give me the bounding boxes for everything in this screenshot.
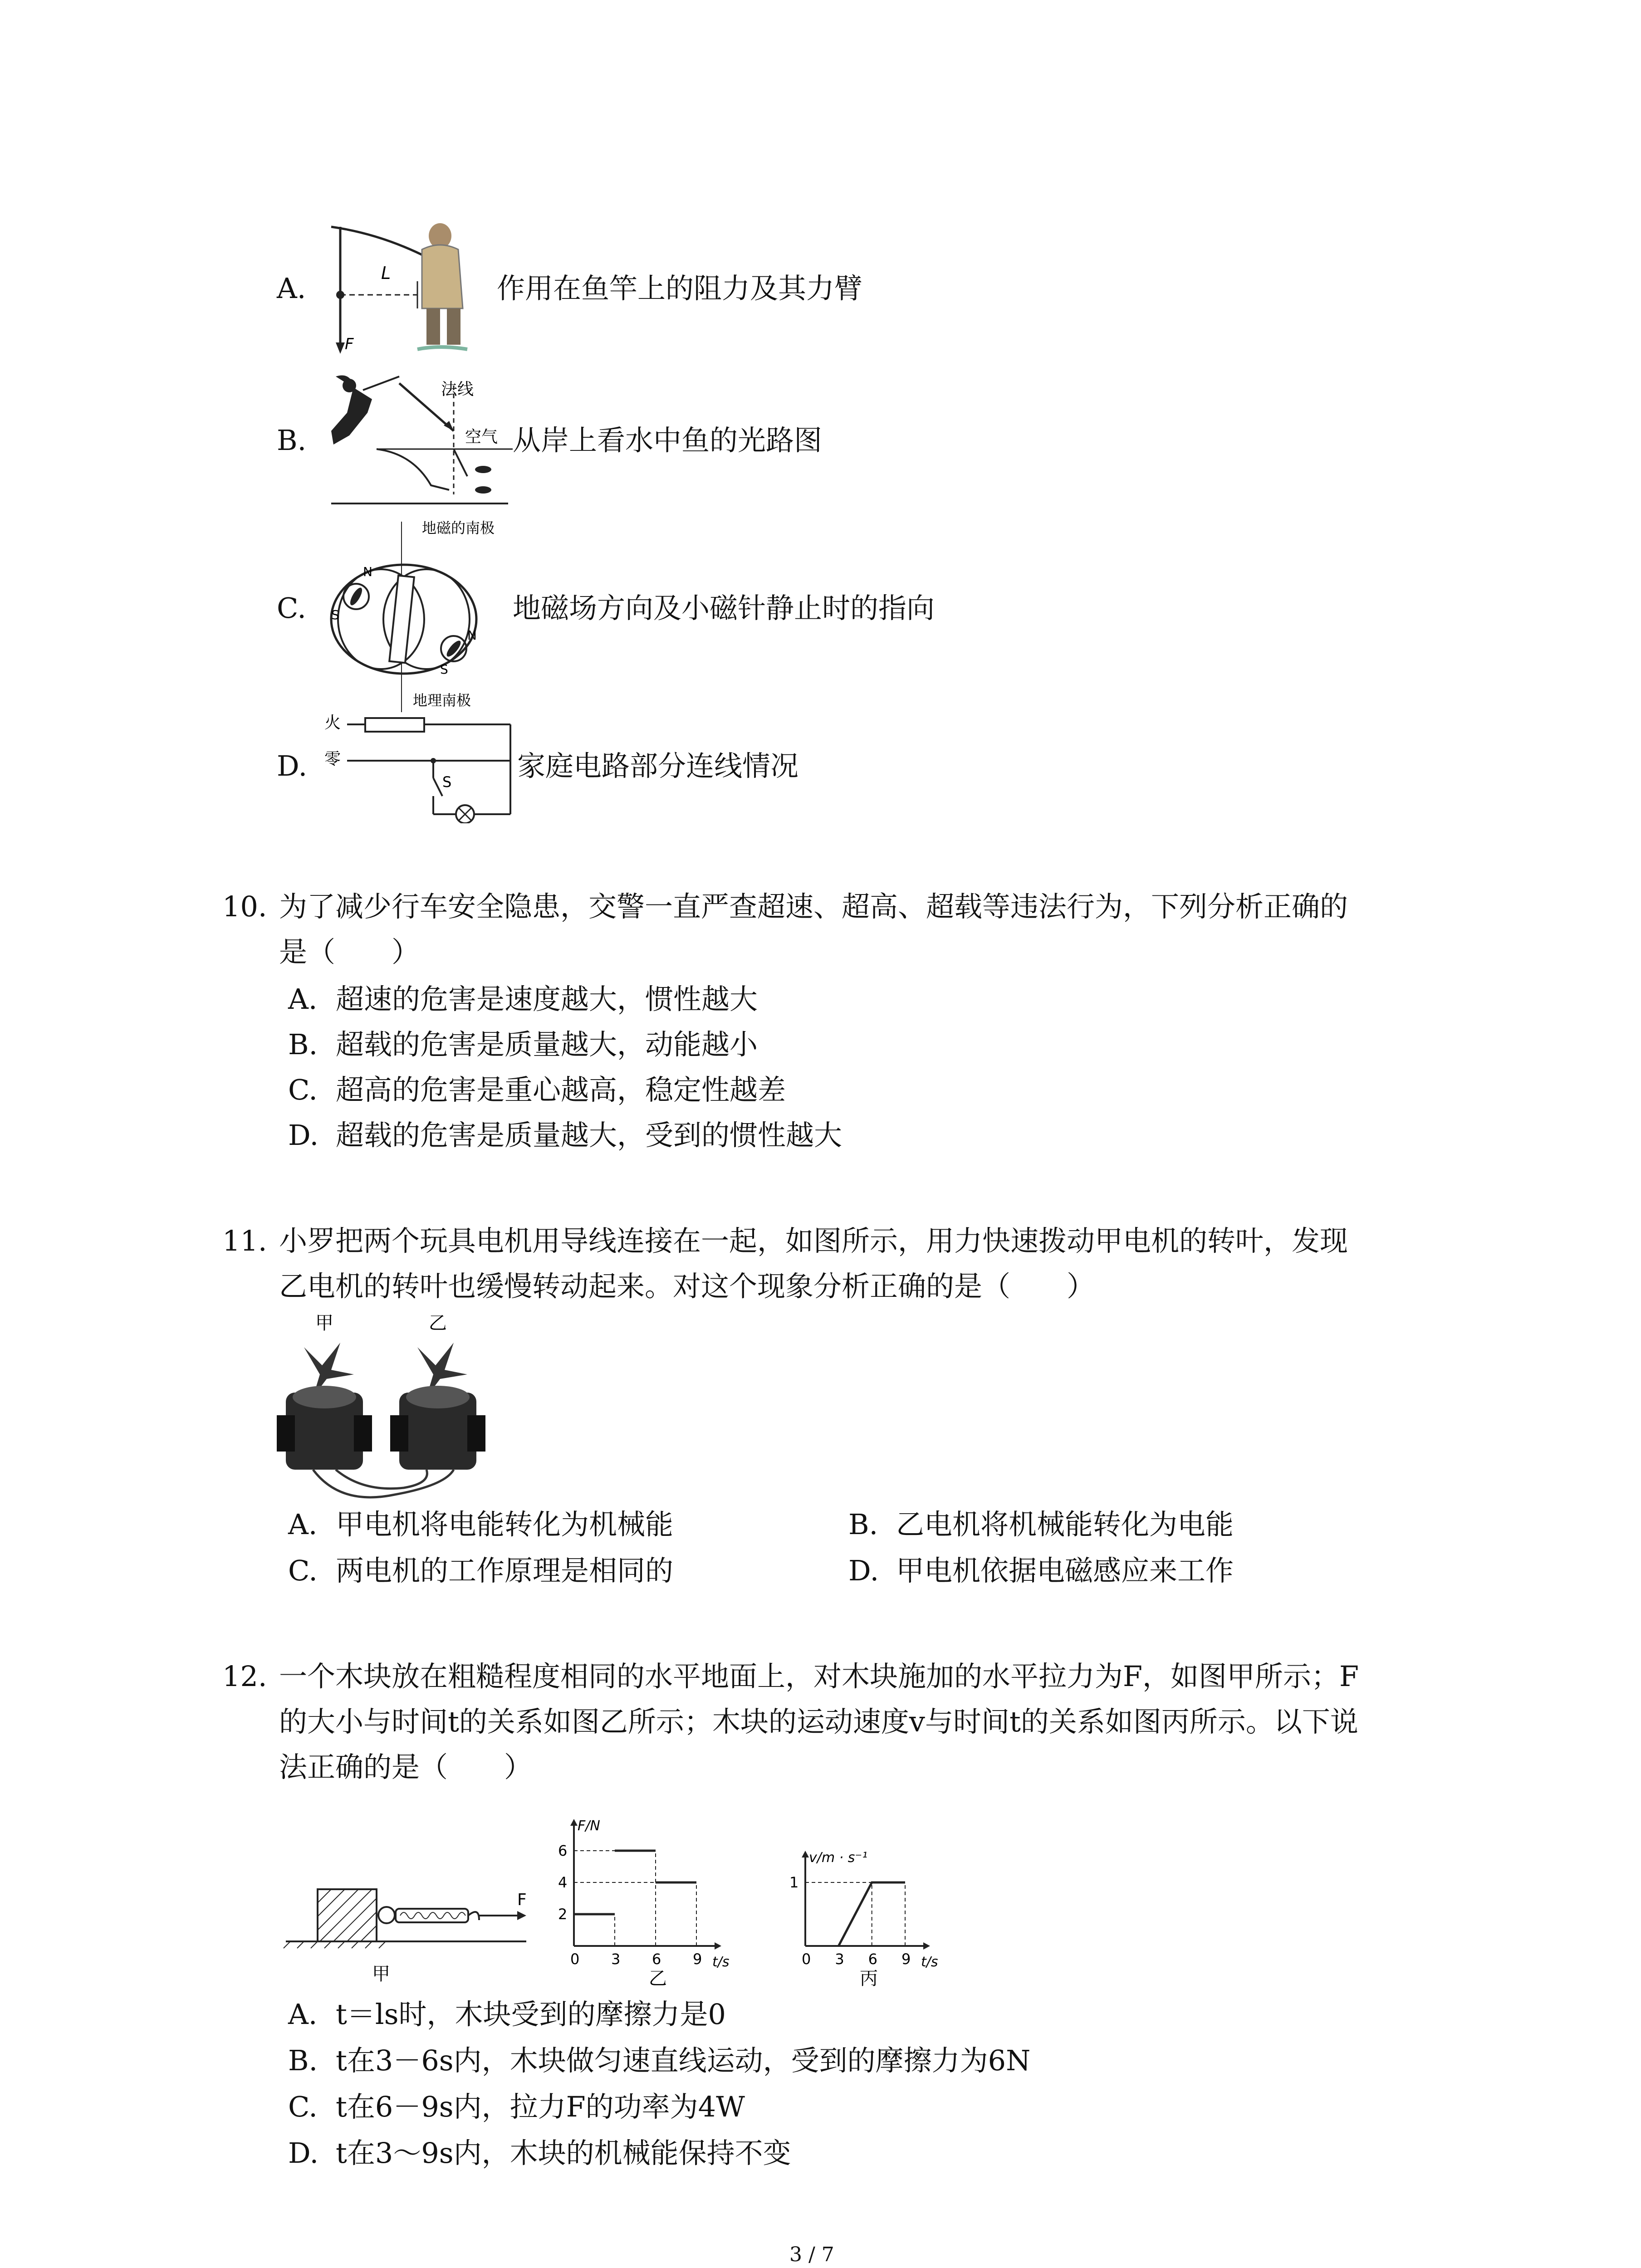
q9-option-d-text: 家庭电路部分连线情况 — [517, 749, 799, 782]
q12-option-c-label: C. — [288, 2090, 318, 2123]
fig-pole-n: N — [363, 564, 372, 579]
fig-geographic-south-label: 地理南极 — [413, 692, 471, 709]
q10-option-b-text: 超载的危害是质量越大，动能越小 — [336, 1028, 758, 1061]
fig-pole-s-2: S — [440, 662, 448, 677]
y-axis-arrow — [802, 1851, 809, 1857]
y-axis-label: F/N — [578, 1818, 600, 1834]
q11-number: 11. — [222, 1224, 267, 1257]
x-tick-label: 6 — [652, 1950, 661, 1968]
x-tick-label: 3 — [835, 1950, 844, 1968]
household-circuit-figure — [320, 710, 519, 823]
q12-option-a-text: t＝ls时，木块受到的摩擦力是0 — [336, 1998, 726, 2031]
q12-option-b-label: B. — [288, 2044, 318, 2077]
fig-switch-label: S — [442, 773, 452, 791]
q10-option-d-text: 超载的危害是质量越大，受到的惯性越大 — [336, 1119, 843, 1152]
block-spring-figure — [281, 1860, 544, 1991]
y-axis-arrow — [570, 1819, 578, 1826]
q12-option-c-text: t在6－9s内，拉力F的功率为4W — [336, 2090, 745, 2123]
x-axis-arrow — [715, 1942, 721, 1950]
q12-stem-line3: 法正确的是（ ） — [279, 1750, 533, 1784]
fig-pole-n-2: N — [467, 628, 477, 643]
x-tick-label: 3 — [611, 1950, 621, 1968]
y-tick-label: 6 — [558, 1842, 568, 1859]
q11-option-b-label: B. — [848, 1508, 878, 1541]
fig-bing-caption: 丙 — [860, 1968, 878, 1989]
x-tick-label: 0 — [570, 1950, 580, 1968]
force-time-chart — [554, 1796, 753, 1991]
q10-stem-line1: 为了减少行车安全隐患，交警一直严查超速、超高、超载等违法行为，下列分析正确的 — [279, 890, 1348, 923]
q9-option-c-text: 地磁场方向及小磁针静止时的指向 — [513, 591, 935, 625]
q12-stem-line1: 一个木块放在粗糙程度相同的水平地面上，对木块施加的水平拉力为F，如图甲所示；F — [279, 1660, 1359, 1693]
q12-option-b-text: t在3－6s内，木块做匀速直线运动，受到的摩擦力为6N — [336, 2044, 1031, 2077]
q10-option-d-label: D. — [288, 1119, 319, 1152]
geomagnetic-field-figure — [322, 517, 517, 717]
q10-option-c-text: 超高的危害是重心越高，稳定性越差 — [336, 1073, 786, 1106]
fig-neutral-wire-label: 零 — [324, 750, 341, 768]
q11-option-a-text: 甲电机将电能转化为机械能 — [336, 1508, 674, 1541]
x-axis-label: t/s — [921, 1954, 938, 1970]
q12-option-d-text: t在3～9s内，木块的机械能保持不变 — [336, 2136, 791, 2170]
y-axis-label: v/m · s⁻¹ — [809, 1850, 868, 1866]
q12-number: 12. — [222, 1660, 267, 1693]
q9-option-c-label: C. — [277, 591, 306, 625]
q10-option-a-text: 超速的危害是速度越大，惯性越大 — [336, 982, 758, 1016]
y-tick-label: 4 — [558, 1874, 568, 1891]
x-axis-label: t/s — [712, 1954, 730, 1970]
q12-stem-line2: 的大小与时间t的关系如图乙所示；木块的运动速度v与时间t的关系如图丙所示。以下说 — [279, 1705, 1358, 1738]
q9-option-a-text: 作用在鱼竿上的阻力及其力臂 — [497, 272, 863, 305]
fig-force-label: F — [345, 335, 354, 353]
q11-stem-line2: 乙电机的转叶也缓慢转动起来。对这个现象分析正确的是（ ） — [279, 1270, 1095, 1303]
q9-option-a-label: A. — [277, 272, 306, 305]
q10-option-a-label: A. — [288, 982, 318, 1016]
q11-stem-line1: 小罗把两个玩具电机用导线连接在一起，如图所示，用力快速拨动甲电机的转叶，发现 — [279, 1224, 1348, 1257]
q11-option-a-label: A. — [288, 1508, 318, 1541]
fig-lever-arm-label: L — [381, 263, 391, 283]
motors-figure — [272, 1306, 508, 1506]
q11-option-d-text: 甲电机依据电磁感应来工作 — [896, 1554, 1234, 1587]
q9-option-b-text: 从岸上看水中鱼的光路图 — [513, 424, 823, 457]
q11-option-c-text: 两电机的工作原理是相同的 — [336, 1554, 674, 1587]
fishing-figure — [318, 218, 499, 358]
q12-option-d-label: D. — [288, 2136, 319, 2170]
fig-air-label: 空气 — [465, 428, 498, 446]
page-number: 3 / 7 — [789, 2243, 834, 2266]
q9-option-b-label: B. — [277, 424, 307, 457]
x-axis-arrow — [923, 1942, 930, 1950]
velocity-time-chart — [785, 1796, 975, 1991]
q12-option-a-label: A. — [288, 1998, 318, 2031]
x-tick-label: 6 — [868, 1950, 878, 1968]
fig-motor-jia-label: 甲 — [315, 1313, 333, 1334]
q11-option-b-text: 乙电机将机械能转化为电能 — [896, 1508, 1234, 1541]
fig-magnetic-south-label: 地磁的南极 — [422, 519, 495, 537]
fig-jia-caption: 甲 — [372, 1964, 390, 1984]
fig-live-wire-label: 火 — [324, 714, 341, 732]
light-path-figure — [322, 372, 513, 508]
x-tick-label: 9 — [693, 1950, 702, 1968]
q10-option-c-label: C. — [288, 1073, 318, 1106]
fig-pole-s: S — [331, 607, 339, 622]
q10-number: 10. — [222, 890, 267, 923]
fig-normal-label: 法线 — [441, 380, 474, 399]
fig-pull-force-label: F — [517, 1891, 527, 1909]
x-tick-label: 9 — [901, 1950, 911, 1968]
x-tick-label: 0 — [802, 1950, 811, 1968]
q10-option-b-label: B. — [288, 1028, 318, 1061]
q11-option-c-label: C. — [288, 1554, 318, 1587]
q10-stem-line2: 是（ ） — [279, 935, 420, 968]
fig-yi-caption: 乙 — [649, 1968, 667, 1989]
q11-option-d-label: D. — [848, 1554, 879, 1587]
y-tick-label: 1 — [789, 1874, 799, 1891]
fig-motor-yi-label: 乙 — [429, 1313, 447, 1334]
q9-option-d-label: D. — [277, 749, 308, 782]
y-tick-label: 2 — [558, 1906, 568, 1923]
